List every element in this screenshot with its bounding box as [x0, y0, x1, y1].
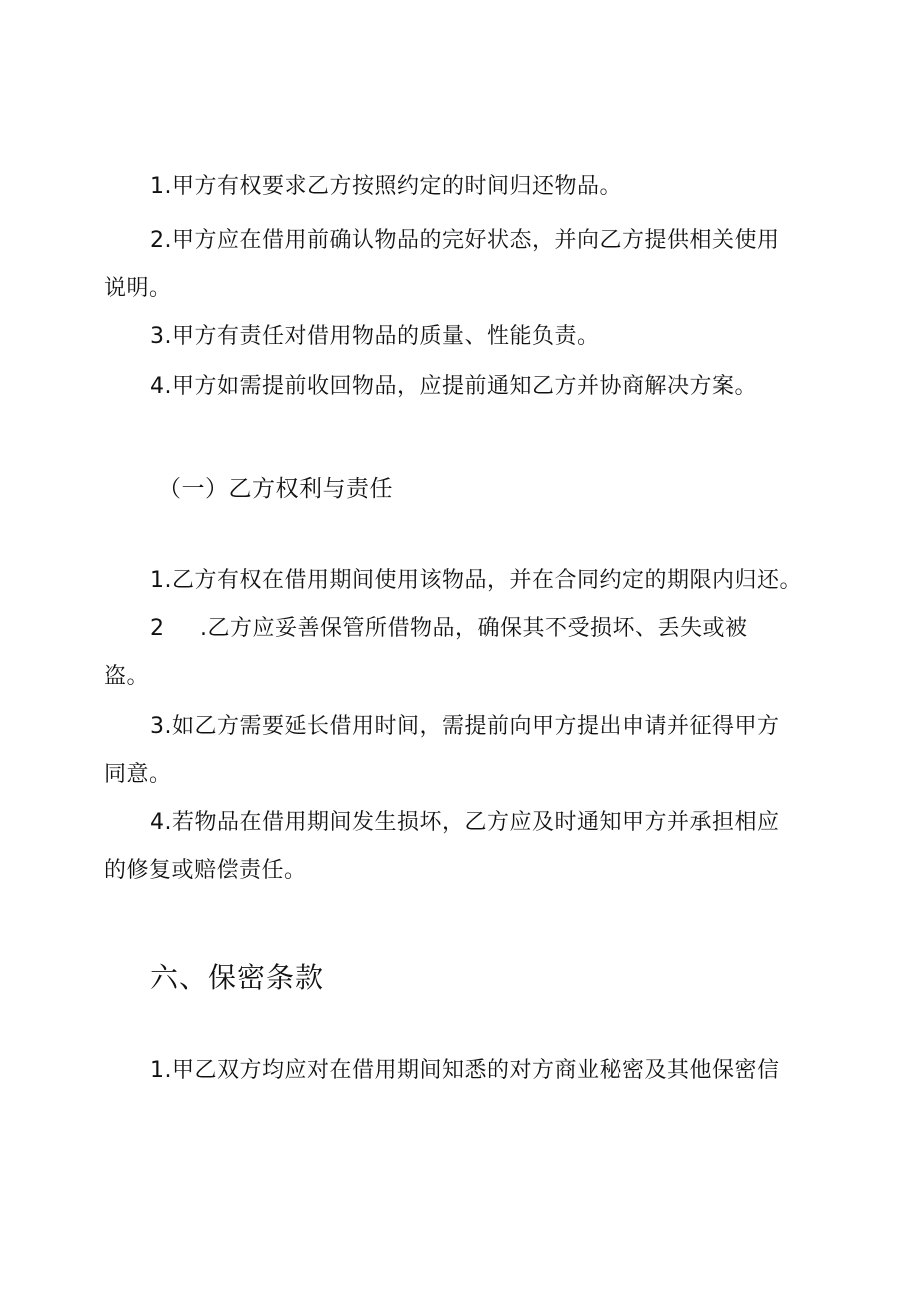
item-number: 4: [150, 810, 165, 835]
list-item: [150, 614, 748, 644]
section-heading: 六、保密条款: [150, 961, 325, 994]
item-number: 1: [150, 174, 165, 199]
item-number: 3: [150, 324, 165, 349]
list-item: [150, 226, 780, 256]
list-item-continuation: 同意。: [104, 762, 172, 787]
item-text: .乙方应妥善保管所借物品，确保其不受损坏、丢失或被: [200, 616, 748, 641]
item-text: .乙方有权在借用期间使用该物品，并在合同约定的期限内归还。: [164, 568, 802, 593]
item-number: 1: [150, 568, 165, 593]
list-item: [150, 322, 600, 352]
item-number: 1: [150, 1058, 165, 1083]
list-item-continuation: 说明。: [104, 276, 172, 301]
item-number: 2: [150, 228, 165, 253]
item-number: 4: [150, 374, 165, 399]
list-item: [150, 566, 802, 596]
item-text: .甲方有权要求乙方按照约定的时间归还物品。: [164, 174, 622, 199]
list-item: [150, 808, 780, 838]
item-text: .甲方如需提前收回物品，应提前通知乙方并协商解决方案。: [164, 374, 757, 399]
item-text: .甲方应在借用前确认物品的完好状态，并向乙方提供相关使用: [164, 228, 780, 253]
subsection-heading: （一）乙方权利与责任: [158, 476, 393, 502]
item-text: .若物品在借用期间发生损坏，乙方应及时通知甲方并承担相应: [164, 810, 780, 835]
list-item-continuation: 盗。: [104, 664, 150, 689]
item-number: 3: [150, 714, 165, 739]
list-item: [150, 712, 780, 742]
item-text: .甲乙双方均应对在借用期间知悉的对方商业秘密及其他保密信: [164, 1058, 780, 1083]
item-number: 2: [150, 616, 165, 641]
list-item: [150, 172, 622, 202]
list-item: [150, 372, 757, 402]
item-text: .甲方有责任对借用物品的质量、性能负责。: [164, 324, 600, 349]
list-item: [150, 1056, 780, 1086]
item-text: .如乙方需要延长借用时间，需提前向甲方提出申请并征得甲方: [164, 714, 780, 739]
list-item-continuation: 的修复或赔偿责任。: [104, 858, 307, 883]
